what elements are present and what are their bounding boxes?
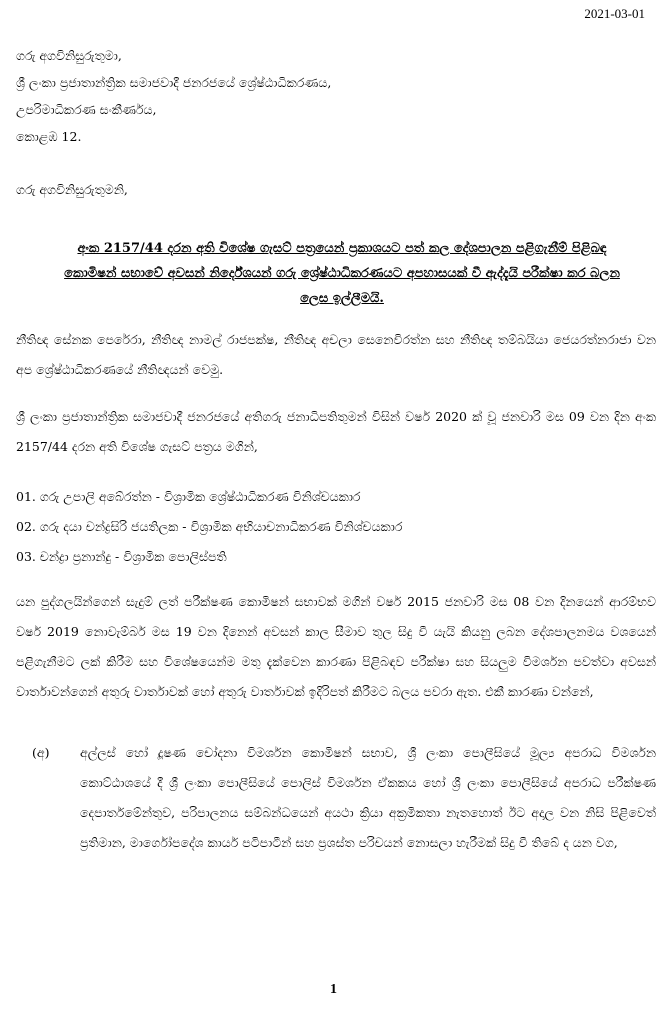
address-line: උපරිමාධිකරණ සංකීර්ණය,	[16, 102, 157, 117]
paragraph-gazette: ශ්‍රී ලංකා ප්‍රජාතාන්ත්‍රික සමාජවාදී ජනරජයේ අතිගරු ජනාධිපතිතුමන් විසින් වර්ෂ 2020 ක් වූ ජනවාරි මස 09 වන දින අංක 2157/44 දරන අති විශේෂ ගැසට් පත්‍රය මගින්,	[16, 409, 656, 454]
page-number: 1	[330, 982, 337, 997]
salutation: ගරු අගවිනිසුරුතුමනි,	[16, 182, 128, 197]
clause-label: (අ)	[32, 745, 50, 760]
paragraph-intro: නීතිඥ සේනක පෙරේරා, නීතිඥ නාමල් රාජපක්ෂ, නීතිඥ අචලා සෙනෙවිරත්න සහ නීතිඥ තම්බයියා ජෙයරත්නරාජා වන අප ශ්‍රේෂ්ඨාධිකරණයේ නීතිඥයන් වෙමු.	[16, 332, 656, 377]
recipient-address	[16, 42, 656, 150]
address-line: කොළඹ 12.	[16, 129, 82, 144]
list-item: 01. ගරු උපාලි අබේරත්න - විශ්‍රාමික ශ්‍රේෂ්ඨාධිකරණ විනිශ්චයකාර	[16, 489, 361, 504]
list-item: 03. චන්ද්‍රා ප්‍රනාන්දු - විශ්‍රාමික පොලිස්පති	[16, 549, 227, 564]
list-item: 02. ගරු දයා චන්ද්‍රසිරි ජයතිලක - විශ්‍රාමික අභියාචනාධිකරණ විනිශ්චයකාර	[16, 519, 403, 534]
paragraph-mandate: යන පුද්ගලයින්ගෙන් සැදුම් ලත් පරීක්ෂණ කොමිෂන් සභාවක් මගින් වර්ෂ 2015 ජනවාරි මස 08 වන දිනයෙන් ආරම්භව වර්ෂ 2019 නොවැම්බර් මස 19 වන දිනෙන් අවසන් කාල සීමාව තුල සිදු වී යැයි කියනු ලබන දේශපාලනමය වශයෙන් පළිගැනීමට ලක් කිරීම සහ විශේෂයෙන්ම මතු දැක්වෙන කාරණා පිළිබඳව පරීක්ෂා සහ සියලුම විමර්ශන පවත්වා අවසන් වාර්තාවන්ගෙන් අතුරු වාර්තාවක් හෝ අතුරු වාර්තාවක් ඉදිරිපත් කිරීමට බලය පවරා ඇත. එකී කාරණා වන්නේ,	[16, 594, 656, 699]
address-line: ගරු අගවිනිසුරුතුමා,	[16, 48, 122, 63]
commission-members-list	[16, 482, 656, 572]
document-date: 2021-03-01	[584, 6, 645, 21]
clause-text: අල්ලස් හෝ දූෂණ චෝදනා විමර්ශන කොමිෂන් සභාව, ශ්‍රී ලංකා පොලීසියේ මූල්‍ය අපරාධ විමර්ශන කොට්ඨාශයේ දී ශ්‍රී ලංකා පොලීසියේ පොලිස් විමර්ශන ඒකකය හෝ ශ්‍රී ලංකා පොලීසියේ අපරාධ පරීක්ෂණ දෙපාර්තමේන්තුව, පරිපාලනය සම්බන්ධයෙන් අයථා ක්‍රියා අක්‍රමිකතා නැතහොත් ඊට අදාල වන නිසි පිළිවෙත් ප්‍රතිමාන, මාර්ගෝපදේශ කාර්ය පටිපාටීන් සහ ප්‍රශස්ත පරිචයන් නොසලා හැරීමක් සිදු වී තිබේ ද යන වග,	[80, 745, 656, 850]
subject-heading: අංක 2157/44 දරන අති විශේෂ ගැසට් පත්‍රයෙන් ප්‍රකාශයට පත් කල දේශපාලන පළිගැනීම් පිළිබඳ කොමිෂන් සභාවේ අවසන් නිර්දේශයන් ගරු ශ්‍රේෂ්ඨාධිකරණයට අපහාසයක් වී ඇද්දැයි පරීක්ෂා කර බලන ලෙස ඉල්ලීමයි.	[64, 241, 620, 306]
address-line: ශ්‍රී ලංකා ප්‍රජාතාන්ත්‍රික සමාජවාදී ජනරජයේ ශ්‍රේෂ්ඨාධිකරණය,	[16, 75, 332, 90]
